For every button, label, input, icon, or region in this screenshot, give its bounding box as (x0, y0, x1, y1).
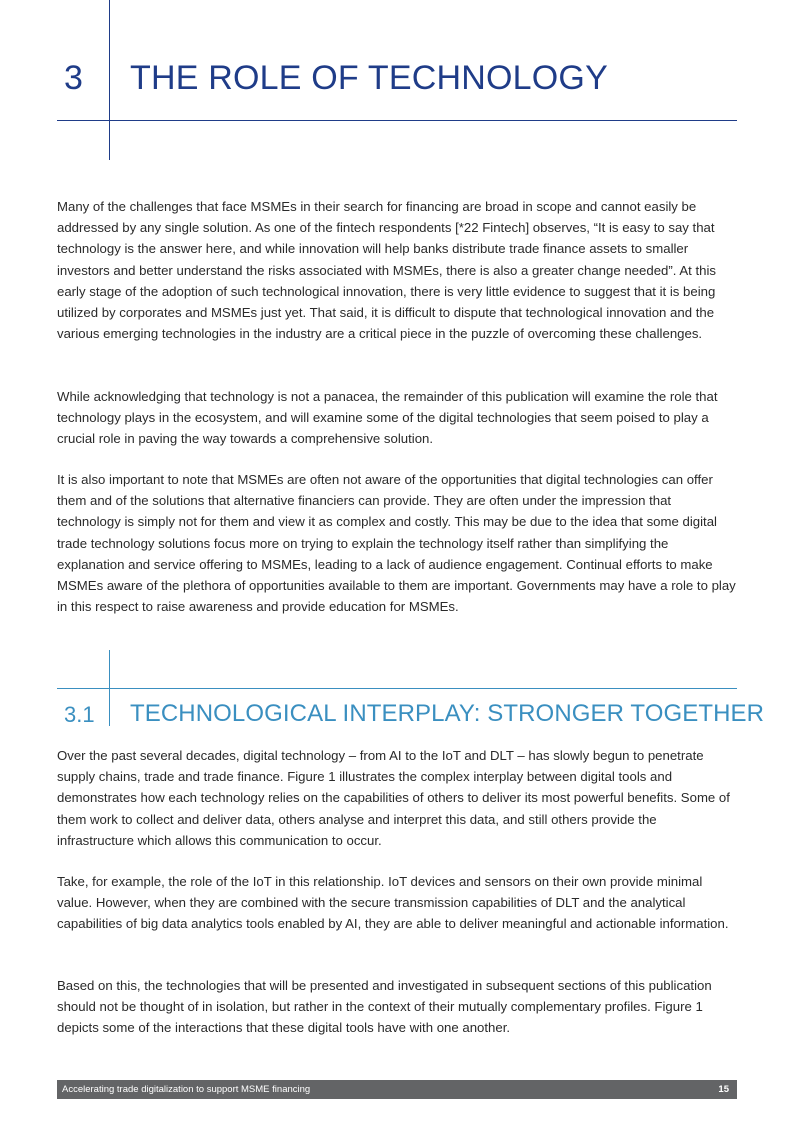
chapter-number: 3 (64, 59, 83, 97)
section-title: TECHNOLOGICAL INTERPLAY: STRONGER TOGETHER (130, 700, 765, 727)
footer-publication-title: Accelerating trade digitalization to support MSME financing (62, 1084, 311, 1095)
chapter-divider-vertical (109, 0, 110, 160)
chapter-title: THE ROLE OF TECHNOLOGY (130, 59, 608, 97)
page-number: 15 (718, 1084, 729, 1095)
section-paragraph: Based on this, the technologies that will be presented and investigated in subsequent sections of this publication should not be thought of in isolation, but rather in the context of their mutually complementary profiles. Figure 1 depicts some of the interactions that these digital tools have with one another. (57, 978, 712, 1036)
intro-paragraph: While acknowledging that technology is not a panacea, the remainder of this publication will examine the role that technology plays in the ecosystem, and will examine some of the digital technologies that seem poised to play a crucial role in paving the way towards a comprehensive solution. (57, 389, 718, 447)
section-paragraph: Over the past several decades, digital technology – from AI to the IoT and DLT – has slowly begun to penetrate supply chains, trade and trade finance. Figure 1 illustrates the complex interplay between digital tools and demonstrates how each technology relies on the capabilities of others to deliver its most powerful benefits. Some of them work to collect and deliver data, others analyse and interpret this data, and still others provide the infrastructure which allows this communication to occur. (57, 748, 730, 848)
intro-paragraph: It is also important to note that MSMEs are often not aware of the opportunities that digital technologies can offer them and of the solutions that alternative financiers can provide. They are often under the impression that technology is simply not for them and view it as complex and costly. This may be due to the idea that some digital trade technology solutions focus more on trying to explain the technology itself rather than simplifying the explanation and service offering to MSMEs, leading to a lack of audience engagement. Continual efforts to make MSMEs aware of the plethora of opportunities available to them are important. Governments may have a role to play in this respect to raise awareness and provide education for MSMEs. (57, 472, 736, 615)
page-footer (57, 1080, 737, 1099)
section-rule (57, 688, 737, 689)
section-paragraph: Take, for example, the role of the IoT in this relationship. IoT devices and sensors on their own provide minimal value. However, when they are combined with the secure transmission capabilities of DLT and the analytical capabilities of big data analytics tools enabled by AI, they are able to deliver meaningful and actionable information. (57, 874, 729, 932)
chapter-rule (57, 120, 737, 121)
intro-paragraph: Many of the challenges that face MSMEs in their search for financing are broad in scope and cannot easily be addressed by any single solution. As one of the fintech respondents [*22 Fintech] observes, “It is easy to say that technology is the answer here, and while innovation will help banks distribute trade finance assets to smaller investors and better understand the risks associated with MSMEs, there is also a greater change needed”. At this early stage of the adoption of such technological innovation, there is very little evidence to suggest that it is being utilized by corporates and MSMEs just yet. That said, it is difficult to dispute that technological innovation and the various emerging technologies in the industry are a critical piece in the puzzle of overcoming these challenges. (57, 199, 716, 342)
section-number: 3.1 (64, 702, 95, 727)
